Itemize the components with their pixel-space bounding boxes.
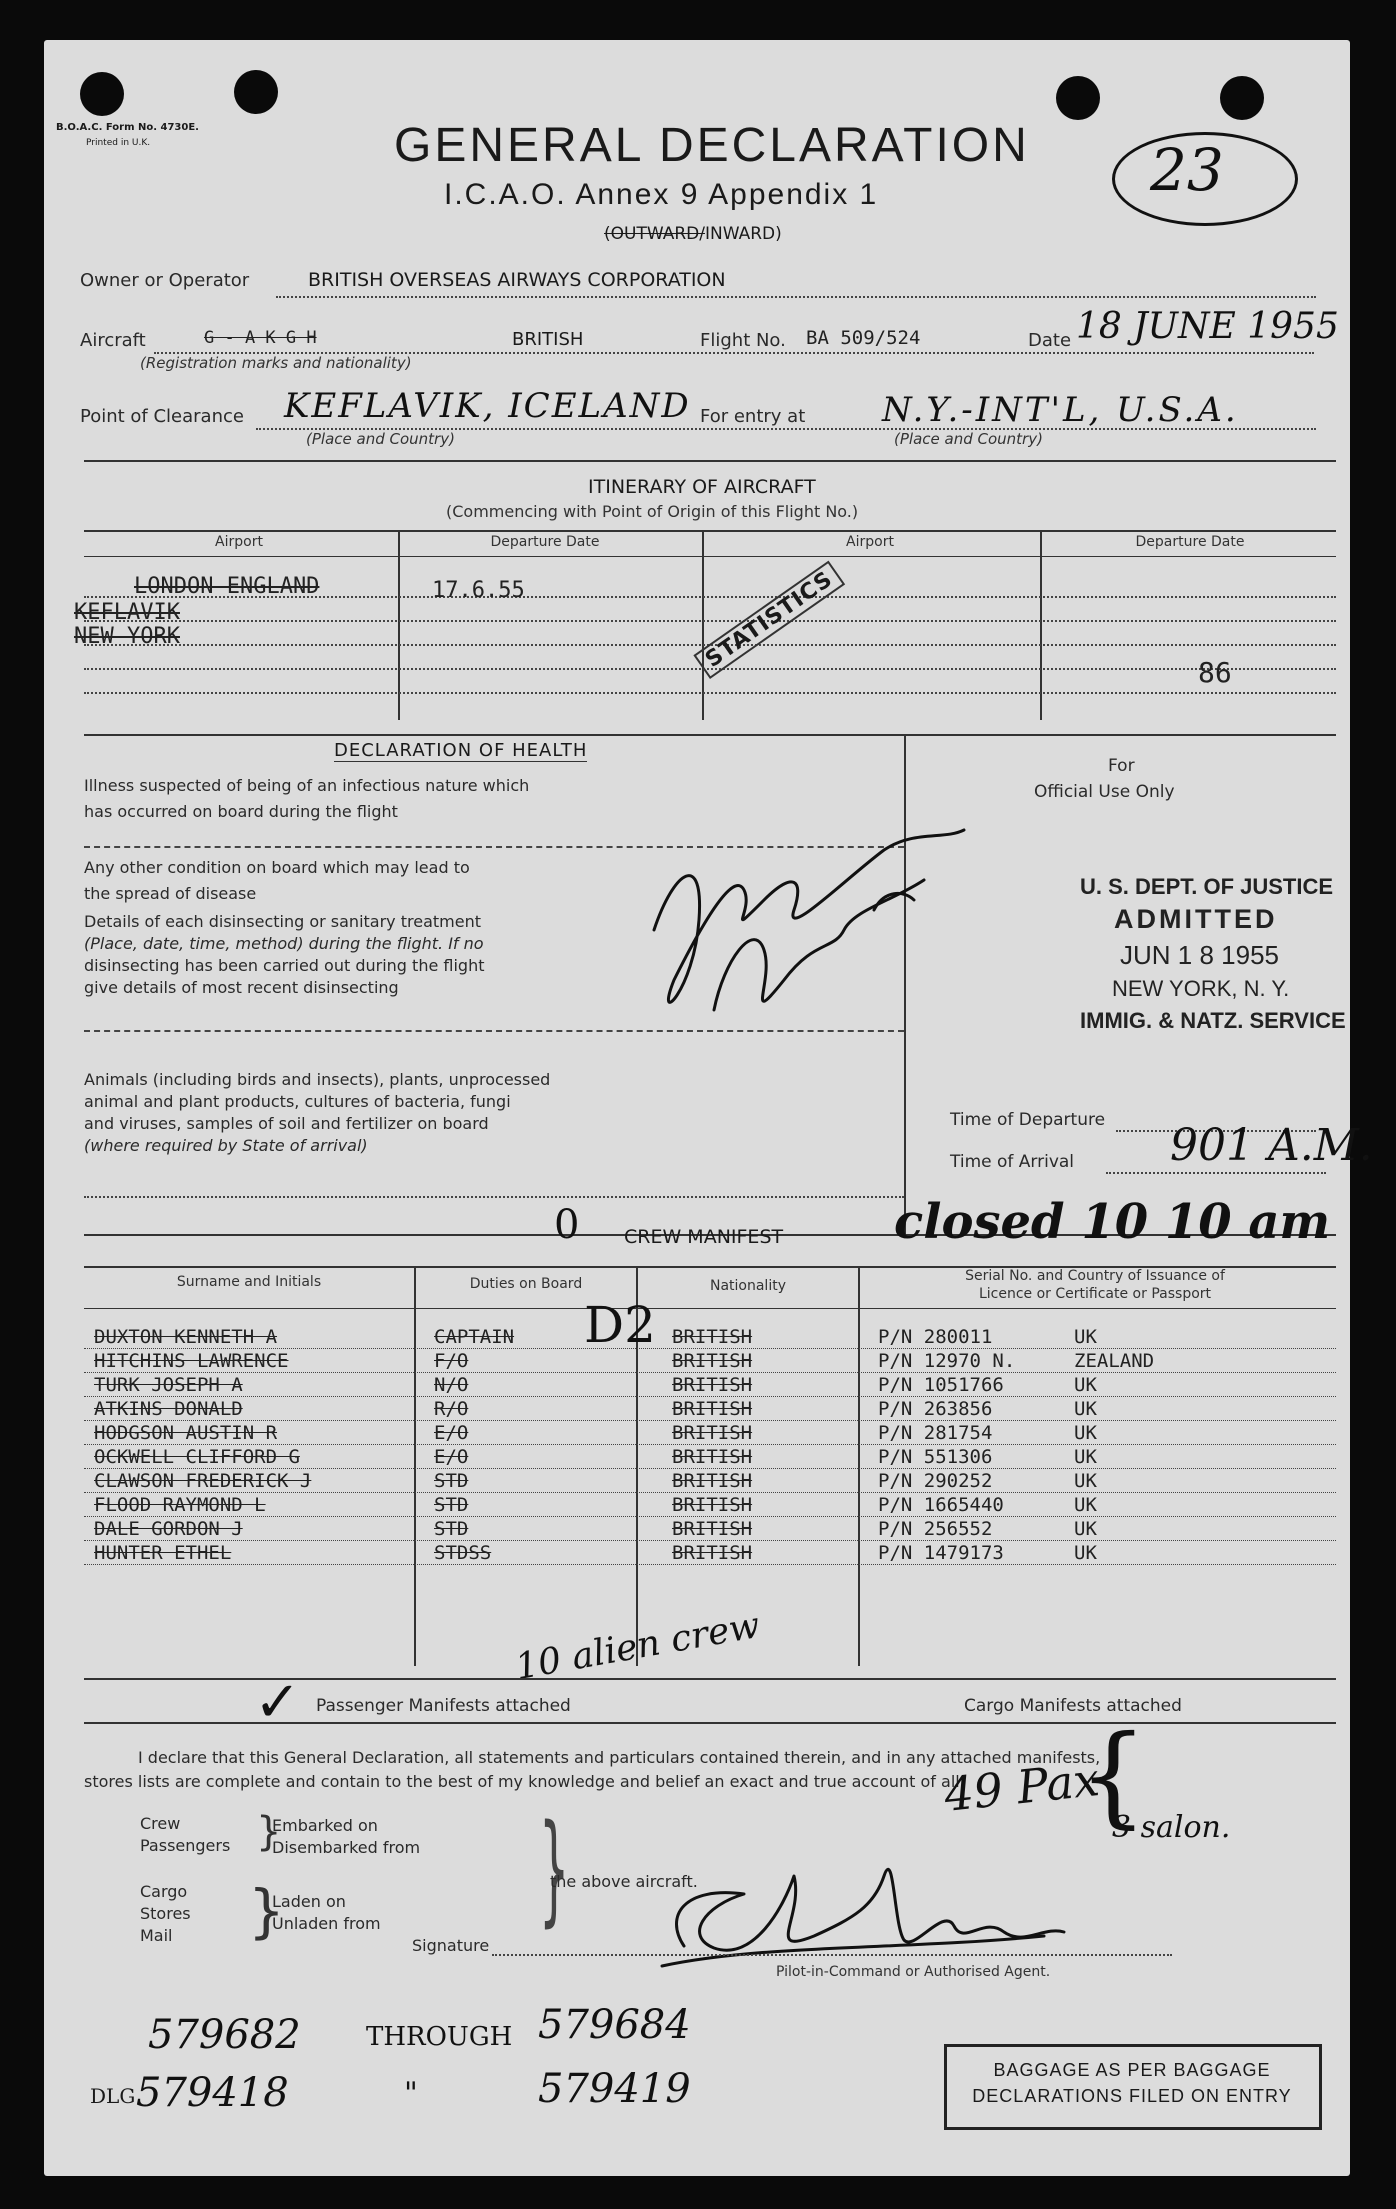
aircraft-rule [154,352,1314,354]
crew-duty: E/O [434,1422,469,1444]
crew-duty: N/O [434,1374,469,1396]
crew-title: CREW MANIFEST [624,1226,784,1248]
crew-serial: P/N 281754 [878,1422,993,1444]
itinerary-col-airport: Airport [215,534,263,550]
admitted-stamp-dept: U. S. DEPT. OF JUSTICE [1080,874,1334,899]
footer-number: 579418 [136,2070,289,2116]
signature-label: Signature [412,1936,490,1955]
crew-duty: E/O [434,1446,469,1468]
crew-name: HUNTER ETHEL [94,1542,232,1564]
crew-name: DALE GORDON J [94,1518,243,1540]
aircraft-nationality: BRITISH [512,329,584,350]
health-disinfect: give details of most recent disinsecting [84,978,399,997]
owner-label: Owner or Operator [80,270,250,291]
date-value: 18 JUNE 1955 [1076,306,1339,347]
clearance-rule [256,428,1316,430]
crew-col-div [414,1266,416,1666]
health-rule [84,1196,904,1198]
crew-duty: STDSS [434,1542,492,1564]
crew-country: UK [1074,1398,1097,1420]
crew-col-serial: Serial No. and Country of Issuance of [965,1268,1225,1284]
crew-serial: P/N 1051766 [878,1374,1004,1396]
passenger-manifest-label: Passenger Manifests attached [316,1696,571,1716]
itinerary-date: 17.6.55 [432,578,525,603]
baggage-stamp-line: DECLARATIONS FILED ON ENTRY [972,2086,1292,2106]
time-departure-label: Time of Departure [950,1110,1106,1130]
crew-row-rule [84,1564,1336,1565]
cargo-manifest-label: Cargo Manifests attached [964,1696,1182,1716]
crew-name: FLOOD RAYMOND L [94,1494,266,1516]
crew-row-rule [84,1468,1336,1469]
crew-serial: P/N 290252 [878,1470,993,1492]
punch-hole [1056,76,1100,120]
clearance-value: KEFLAVIK, ICELAND [284,386,691,426]
crew-country: ZEALAND [1074,1350,1155,1372]
aircraft-note: (Registration marks and nationality) [140,354,412,372]
form-printed: Printed in U.K. [86,138,151,148]
page-title: GENERAL DECLARATION [394,119,1030,172]
crew-col-nationality: Nationality [709,1278,786,1294]
crew-row-rule [84,1516,1336,1517]
crew-name: CLAWSON FREDERICK J [94,1470,312,1492]
declaration-stores: Stores [140,1904,191,1923]
statistics-stamp: STATISTICS [693,561,845,679]
baggage-stamp-line: BAGGAGE AS PER BAGGAGE [993,2060,1271,2080]
crew-serial: P/N 1479173 [878,1542,1004,1564]
declaration-hand-brace: { [1078,1711,1148,1839]
footer-ditto: " [404,2076,418,2111]
health-illness: has occurred on board during the flight [84,802,398,821]
crew-duty: STD [434,1494,469,1516]
crew-col-serial: Licence or Certificate or Passport [978,1286,1212,1302]
divider [84,734,1336,736]
crew-nationality: BRITISH [672,1542,753,1564]
divider [84,1722,1336,1724]
declaration-above-aircraft: the above aircraft. [550,1872,698,1891]
crew-duty: CAPTAIN [434,1326,515,1348]
flight-value: BA 509/524 [806,327,921,349]
crew-duty: F/O [434,1350,469,1372]
crew-country: UK [1074,1326,1097,1348]
declaration-pax-count: 49 Pax [941,1752,1102,1822]
declaration-mail: Mail [140,1926,173,1945]
itinerary-subtitle: (Commencing with Point of Origin of this Flight No.) [446,502,859,521]
crew-row-rule [84,1372,1336,1373]
crew-name: OCKWELL CLIFFORD G [94,1446,300,1468]
crew-nationality: BRITISH [672,1470,753,1492]
pilot-label: Pilot-in-Command or Authorised Agent. [776,1964,1051,1980]
direction-value: INWARD) [704,224,782,244]
crew-name: ATKINS DONALD [94,1398,243,1420]
crew-country: UK [1074,1446,1097,1468]
crew-country: UK [1074,1470,1097,1492]
crew-name: TURK JOSEPH A [94,1374,243,1396]
crew-name: HODGSON AUSTIN R [94,1422,278,1444]
punch-hole [234,70,278,114]
itinerary-airport: LONDON ENGLAND [134,574,320,599]
crew-nationality: BRITISH [672,1350,753,1372]
owner-value: BRITISH OVERSEAS AIRWAYS CORPORATION [308,269,726,291]
declaration-unladen: Unladen from [272,1914,381,1933]
crew-nationality: BRITISH [672,1422,753,1444]
health-animals: (where required by State of arrival) [84,1136,368,1155]
crew-row-rule [84,1492,1336,1493]
entry-label: For entry at [700,406,806,427]
crew-closed-note: closed 10 10 am [894,1194,1331,1250]
official-for: For [1108,756,1135,776]
clearance-label: Point of Clearance [80,406,244,427]
crew-serial: P/N 280011 [878,1326,993,1348]
crew-duty: R/O [434,1398,469,1420]
entry-value: N.Y.-INT'L, U.S.A. [882,390,1239,430]
crew-serial: P/N 256552 [878,1518,993,1540]
aircraft-reg: G - A K G H [204,328,317,348]
passenger-check: ✓ [254,1670,301,1735]
crew-zero-mark: 0 [554,1202,580,1248]
itinerary-airport: KEFLAVIK [74,600,180,625]
owner-rule [276,296,1316,298]
crew-row-rule [84,1420,1336,1421]
crew-serial: P/N 1665440 [878,1494,1004,1516]
punch-hole [80,72,124,116]
crew-nationality: BRITISH [672,1326,753,1348]
health-animals: and viruses, samples of soil and fertilizer on board [84,1114,489,1133]
crew-row-rule [84,1348,1336,1349]
itinerary-airport: NEW YORK [74,624,180,649]
health-disinfect: Details of each disinsecting or sanitary treatment [84,912,481,931]
direction [604,224,782,244]
itinerary-row-rule [84,692,1336,694]
health-animals: Animals (including birds and insects), plants, unprocessed [84,1070,551,1089]
declaration-brace: } [248,1877,285,1945]
declaration-crew: Crew [140,1814,181,1833]
health-other: the spread of disease [84,884,257,903]
admitted-stamp-title: ADMITTED [1114,904,1278,934]
declaration-sheet [44,40,1373,2176]
form-ref: B.O.A.C. Form No. 4730E. [56,122,199,133]
direction-struck: (OUTWARD/ [604,224,705,244]
crew-d-mark: D2 [584,1296,656,1354]
itinerary-top [84,530,1336,532]
itinerary-col-airport-2: Airport [846,534,894,550]
crew-col-surname: Surname and Initials [176,1274,322,1290]
crew-col-div [858,1266,860,1666]
crew-duty: STD [434,1518,469,1540]
crew-nationality: BRITISH [672,1518,753,1540]
crew-duty: STD [434,1470,469,1492]
divider [84,460,1336,462]
crew-nationality: BRITISH [672,1446,753,1468]
admitted-stamp-date: JUN 1 8 1955 [1120,940,1279,970]
crew-hand-note: 10 alien crew [512,1604,763,1689]
itinerary-col-departure-2: Departure Date [1135,534,1245,550]
declaration-laden: Laden on [272,1892,346,1911]
crew-country: UK [1074,1422,1097,1444]
itinerary-title: ITINERARY OF AIRCRAFT [588,476,816,498]
admitted-stamp-service: IMMIG. & NATZ. SERVICE [1080,1008,1346,1033]
declaration-passengers: Passengers [140,1836,231,1855]
health-title: DECLARATION OF HEALTH [334,740,588,761]
crew-nationality: BRITISH [672,1494,753,1516]
crew-country: UK [1074,1374,1097,1396]
time-rule [1106,1172,1326,1174]
health-signature [644,810,984,1050]
crew-col-duties: Duties on Board [469,1276,583,1292]
crew-country: UK [1074,1518,1097,1540]
itinerary-head-rule [84,556,1336,557]
health-disinfect: disinsecting has been carried out during the flight [84,956,485,975]
itinerary-figure: 86 [1198,656,1232,689]
crew-country: UK [1074,1494,1097,1516]
declaration-disembarked: Disembarked from [272,1838,421,1857]
official-use: Official Use Only [1034,782,1175,802]
crew-serial: P/N 12970 N. [878,1350,1016,1372]
footer-number: 579684 [538,2002,691,2048]
crew-row-rule [84,1540,1336,1541]
date-label: Date [1028,330,1072,351]
declaration-embarked: Embarked on [272,1816,378,1835]
aircraft-label: Aircraft [80,330,146,351]
declaration-saloon: 3 salon. [1112,1810,1231,1845]
itinerary-col-departure: Departure Date [490,534,600,550]
footer-through: THROUGH [366,2022,513,2052]
flight-label: Flight No. [700,330,786,351]
crew-serial: P/N 263856 [878,1398,993,1420]
crew-name: DUXTON KENNETH A [94,1326,278,1348]
health-disinfect: (Place, date, time, method) during the flight. If no [84,934,484,953]
itinerary-row-rule [84,620,1336,622]
declaration-big-brace: } [538,1800,570,1939]
crew-row-rule [84,1396,1336,1397]
page-number: 23 [1150,136,1224,204]
health-other: Any other condition on board which may lead to [84,858,470,877]
clearance-note: (Place and Country) [306,430,455,448]
crew-name: HITCHINS LAWRENCE [94,1350,289,1372]
signature-rule [492,1954,1172,1956]
crew-head-rule [84,1308,1336,1309]
crew-serial: P/N 551306 [878,1446,993,1468]
crew-nationality: BRITISH [672,1374,753,1396]
admitted-stamp-city: NEW YORK, N. Y. [1112,976,1290,1001]
health-animals: animal and plant products, cultures of bacteria, fungi [84,1092,511,1111]
time-arrival-label: Time of Arrival [950,1152,1075,1172]
time-arrival-value: 901 A.M. [1170,1120,1373,1171]
entry-note: (Place and Country) [894,430,1043,448]
page-subtitle: I.C.A.O. Annex 9 Appendix 1 [444,178,879,211]
punch-hole [1220,76,1264,120]
declaration-brace: } [256,1809,282,1855]
declaration-cargo: Cargo [140,1882,188,1901]
health-illness: Illness suspected of being of an infectious nature which [84,776,530,795]
footer-number: 579682 [148,2012,301,2058]
crew-row-rule [84,1444,1336,1445]
crew-country: UK [1074,1542,1097,1564]
footer-dlg: DLG [90,2084,136,2108]
declaration-text: stores lists are complete and contain to the best of my knowledge and belief an exact and true account of all: [84,1772,966,1791]
crew-nationality: BRITISH [672,1398,753,1420]
declaration-text: I declare that this General Declaration, all statements and particulars contained therein, and in any attached manifests, [138,1748,1101,1767]
footer-number: 579419 [538,2066,691,2112]
